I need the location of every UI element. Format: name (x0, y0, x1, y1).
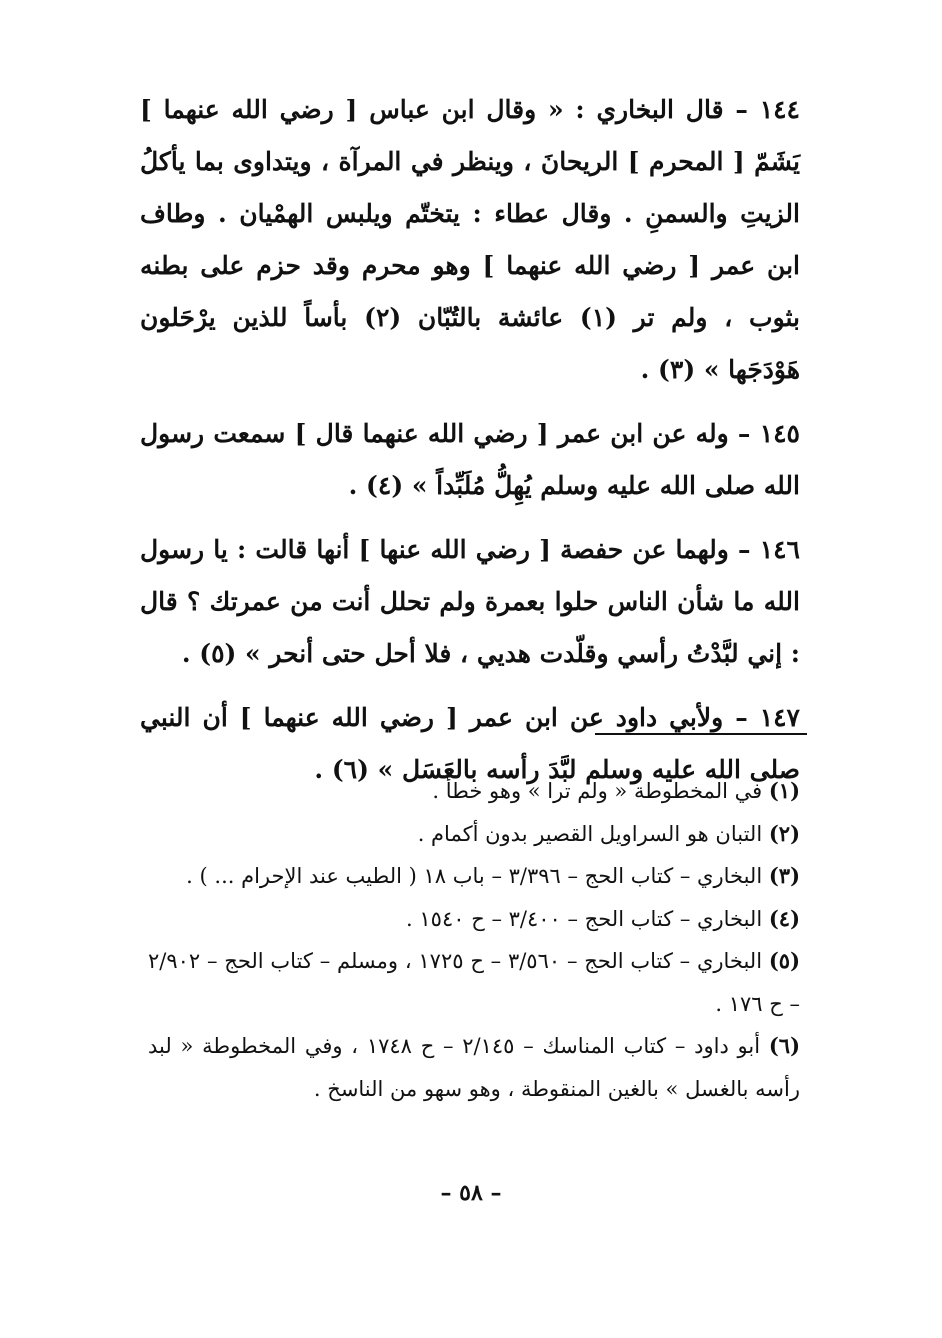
footnote-6 (148, 1025, 800, 1110)
footnote-text: البخاري – كتاب الحج – ٣/٥٦٠ – ح ١٧٢٥ ، ومسلم – كتاب الحج – ٢/٩٠٢ – ح ١٧٦ . (148, 949, 800, 1016)
page-number: – ٥٨ – (440, 1180, 502, 1206)
footnote-1 (148, 770, 800, 813)
footnote-2 (148, 813, 800, 856)
entry-145 (140, 408, 800, 512)
footnote-text: أبو داود – كتاب المناسك – ٢/١٤٥ – ح ١٧٤٨ ، وفي المخطوطة « لبد رأسه بالغسل » بالغين المنقوطة ، وهو سهو من الناسخ . (148, 1034, 800, 1101)
footnote-number: (١) (768, 778, 800, 803)
footnote-text: البخاري – كتاب الحج – ٣/٣٩٦ – باب ١٨ ( الطيب عند الإحرام ... ) . (186, 864, 763, 888)
footnote-text: البخاري – كتاب الحج – ٣/٤٠٠ – ح ١٥٤٠ . (406, 906, 763, 931)
entry-number: ١٤٦ (759, 535, 800, 564)
entry-text: – ولأبي داود عن ابن عمر [ رضي الله عنهما ] أن النبي صلى الله عليه وسلم لبَّدَ رأسه بالعَسَل » (٦) . (140, 703, 800, 784)
entry-144 (140, 84, 800, 396)
footnote-5 (148, 940, 800, 1025)
footnote-number: (٢) (768, 820, 800, 846)
footnote-number: (٦) (768, 1033, 800, 1058)
entry-text: – ولهما عن حفصة [ رضي الله عنها ] أنها قالت : يا رسول الله ما شأن الناس حلوا بعمرة ولم تحلل أنت من عمرتك ؟ قال : إني لبَّدْتُ رأسي وقلّدت هديي ، فلا أحل حتى أنحر » (٥) . (140, 535, 800, 668)
footnote-text: التبان هو السراويل القصير بدون أكمام . (417, 821, 763, 846)
entry-number: ١٤٧ (759, 703, 800, 732)
footnote-4 (148, 898, 800, 941)
footnote-3 (148, 855, 800, 898)
entry-number: ١٤٤ (759, 95, 800, 124)
footnote-number: (٣) (768, 863, 800, 888)
main-text (140, 84, 800, 808)
entry-text: – قال البخاري : « وقال ابن عباس [ رضي الله عنهما ] يَشَمّ [ المحرم ] الريحانَ ، وينظر في المرآة ، ويتداوى بما يأكلُ الزيتِ والسمنِ . وقال عطاء : يتختّم ويلبس الهمْيان . وطاف ابن عمر [ رضي الله عنهما ] وهو محرم وقد حزم على بطنه بثوب ، ولم تر (١) عائشة بالتُبّان (٢) بأساً للذين يرْحَلون هَوْدَجَها » (٣) . (140, 95, 800, 384)
entry-146 (140, 524, 800, 680)
footnote-text: في المخطوطة « ولم ترا » وهو خطأ . (432, 779, 763, 803)
footnotes (148, 770, 800, 1110)
entry-number: ١٤٥ (759, 419, 800, 448)
footnote-number: (٥) (768, 948, 800, 973)
footnote-number: (٤) (768, 905, 800, 931)
footnote-divider (595, 733, 807, 735)
entry-text: – وله عن ابن عمر [ رضي الله عنهما قال ] سمعت رسول الله صلى الله عليه وسلم يُهِلُّ مُلَبِّداً » (٤) . (140, 419, 800, 500)
